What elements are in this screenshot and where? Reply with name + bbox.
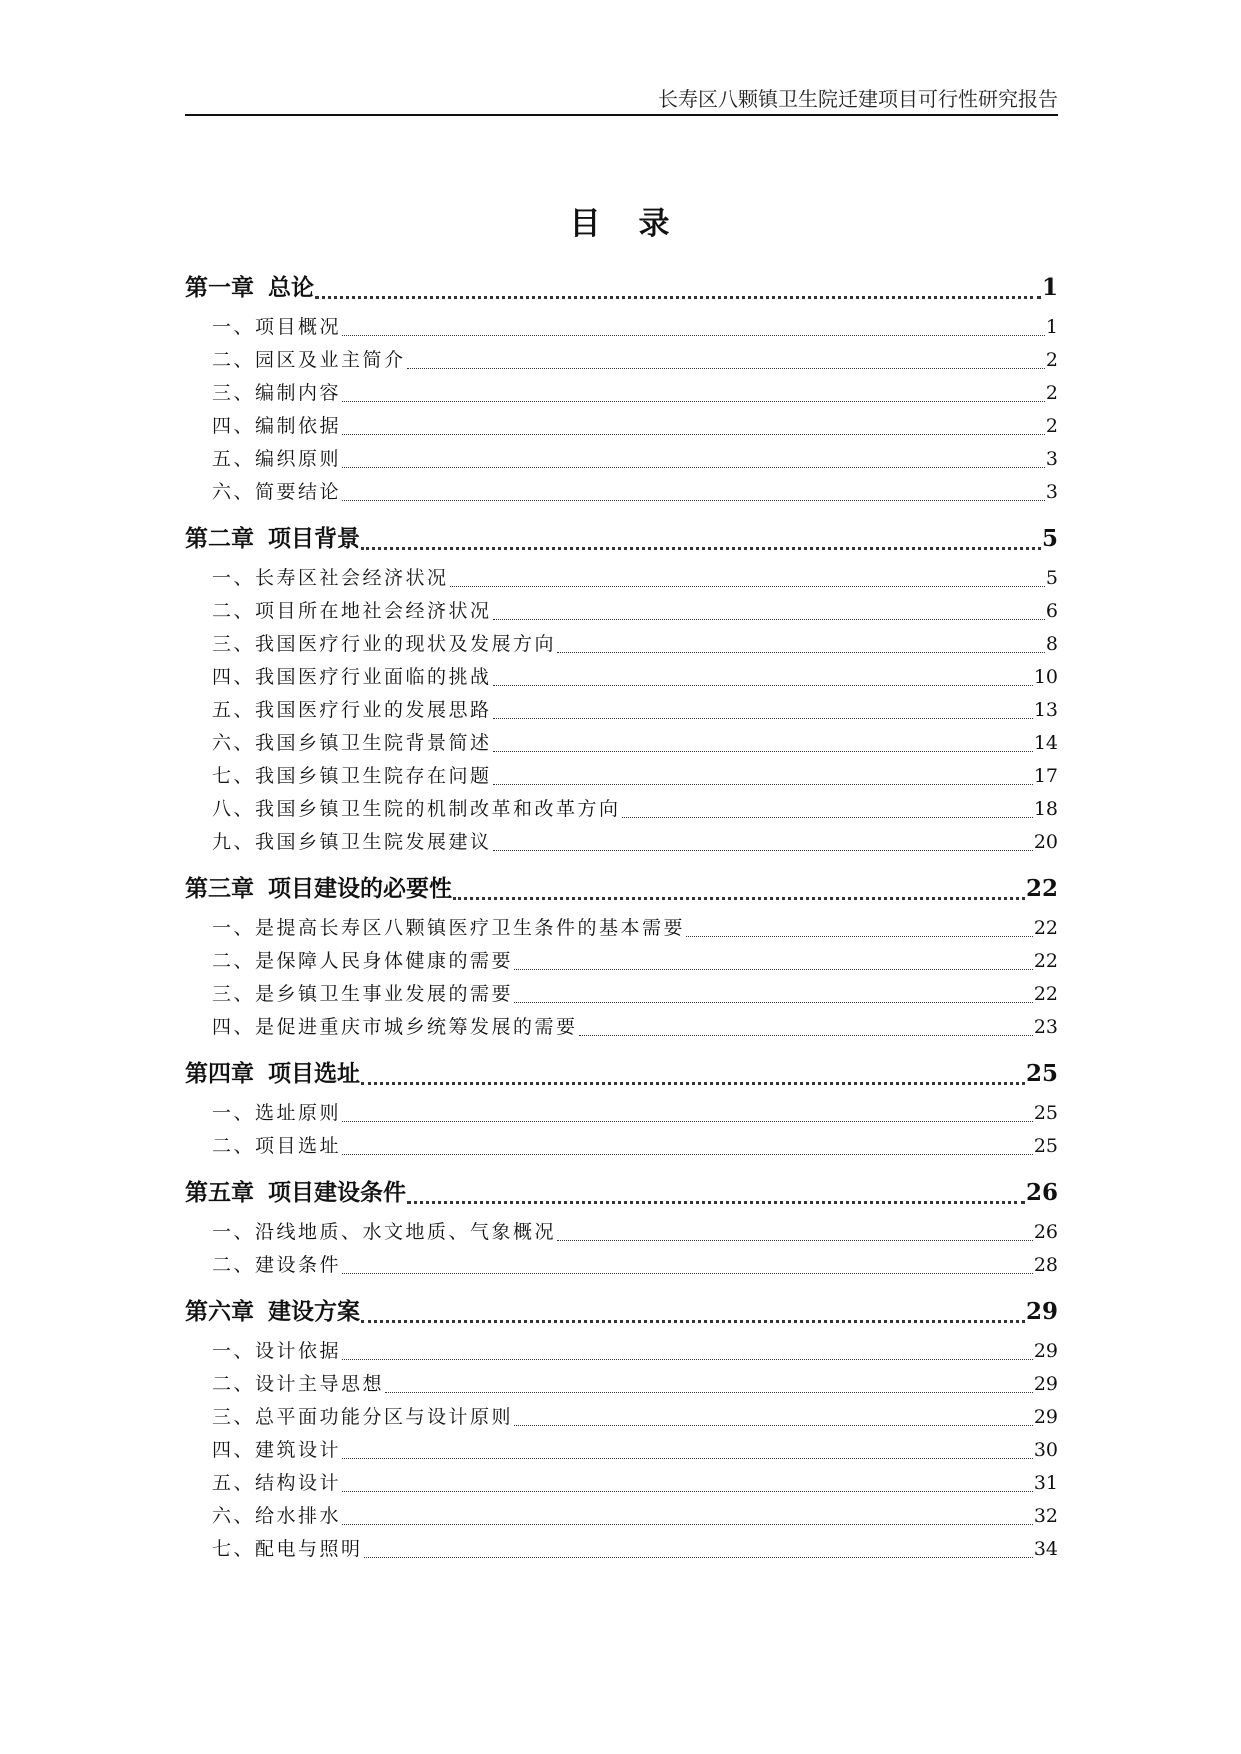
toc-item[interactable] [185,826,1058,859]
toc-item[interactable] [185,1533,1058,1566]
dot-leader [342,499,1045,501]
toc-item-page: 10 [1033,666,1058,688]
toc-item-label: 六、我国乡镇卫生院背景简述 [212,732,492,754]
chapter-title: 建设方案 [268,1298,360,1325]
dot-leader [342,1120,1033,1122]
dot-leader [342,1457,1033,1459]
chapter-title: 项目选址 [268,1060,360,1087]
toc-item-page: 25 [1033,1102,1058,1124]
toc-item-label: 一、设计依据 [212,1340,342,1362]
toc-item-page: 3 [1045,481,1058,503]
dot-leader [557,1239,1033,1241]
dot-leader [493,849,1033,851]
toc-chapter[interactable] [185,268,1058,308]
chapter-title: 项目建设的必要性 [268,875,452,902]
dot-leader [557,651,1045,653]
chapter-page-number: 22 [1025,875,1058,902]
dot-leader [315,295,1041,299]
dot-leader [342,1358,1033,1360]
toc-item[interactable] [185,1434,1058,1467]
toc-item-label: 二、建设条件 [212,1254,342,1276]
toc-item-label: 八、我国乡镇卫生院的机制改革和改革方向 [212,798,621,820]
toc-item[interactable] [185,628,1058,661]
toc-item[interactable] [185,443,1058,476]
toc-item[interactable] [185,1216,1058,1249]
toc-item[interactable] [185,344,1058,377]
chapter-page-number: 25 [1025,1060,1058,1087]
dot-leader [514,968,1033,970]
toc-item[interactable] [185,562,1058,595]
chapter-title: 项目建设条件 [268,1179,406,1206]
toc-item-label: 一、沿线地质、水文地质、气象概况 [212,1221,557,1243]
toc-item-page: 34 [1033,1538,1058,1560]
header-title: 长寿区八颗镇卫生院迁建项目可行性研究报告 [658,87,1058,111]
toc-item[interactable] [185,476,1058,509]
dot-leader [342,1523,1033,1525]
toc-item-page: 8 [1045,633,1058,655]
toc-item[interactable] [185,1368,1058,1401]
dot-leader [407,367,1045,369]
toc-item[interactable] [185,1401,1058,1434]
toc-chapter[interactable] [185,1292,1058,1332]
dot-leader [493,618,1045,620]
toc-item-label: 五、结构设计 [212,1472,342,1494]
toc-item-label: 一、长寿区社会经济状况 [212,567,449,589]
toc-item-page: 26 [1033,1221,1058,1243]
toc-item[interactable] [185,1011,1058,1044]
dot-leader [579,1034,1033,1036]
dot-leader [493,684,1033,686]
toc-chapter[interactable] [185,869,1058,909]
table-of-contents [185,268,1058,1566]
chapter-title: 项目背景 [268,525,360,552]
toc-item-page: 1 [1045,316,1058,338]
dot-leader [342,334,1045,336]
header-rule [185,114,1058,116]
toc-item-page: 22 [1033,950,1058,972]
toc-item-page: 29 [1033,1373,1058,1395]
toc-chapter[interactable] [185,519,1058,559]
dot-leader [622,816,1033,818]
dot-leader [361,1319,1025,1323]
toc-item[interactable] [185,793,1058,826]
toc-item-page: 25 [1033,1135,1058,1157]
toc-item-label: 二、项目所在地社会经济状况 [212,600,492,622]
toc-title [0,204,1241,244]
dot-leader [364,1556,1033,1558]
dot-leader [493,750,1033,752]
chapter-number: 第三章 [185,875,254,902]
dot-leader [385,1391,1033,1393]
toc-item-label: 一、是提高长寿区八颗镇医疗卫生条件的基本需要 [212,917,686,939]
dot-leader [342,466,1045,468]
toc-item-label: 四、是促进重庆市城乡统筹发展的需要 [212,1016,578,1038]
toc-item-page: 18 [1033,798,1058,820]
toc-item[interactable] [185,760,1058,793]
dot-leader [453,896,1025,900]
toc-item-label: 二、是保障人民身体健康的需要 [212,950,514,972]
toc-item-page: 31 [1033,1472,1058,1494]
toc-item[interactable] [185,1130,1058,1163]
toc-item-page: 29 [1033,1340,1058,1362]
toc-item-label: 九、我国乡镇卫生院发展建议 [212,831,492,853]
toc-item-page: 32 [1033,1505,1058,1527]
dot-leader [514,1424,1033,1426]
dot-leader [686,935,1033,937]
toc-chapter[interactable] [185,1054,1058,1094]
dot-leader [514,1001,1033,1003]
toc-item-page: 22 [1033,917,1058,939]
toc-item-page: 23 [1033,1016,1058,1038]
chapter-page-number: 5 [1041,525,1058,552]
dot-leader [493,717,1033,719]
toc-item[interactable] [185,945,1058,978]
dot-leader [407,1200,1025,1204]
toc-item-page: 2 [1045,349,1058,371]
toc-item[interactable] [185,1249,1058,1282]
toc-item-page: 30 [1033,1439,1058,1461]
toc-item-label: 四、编制依据 [212,415,342,437]
toc-item[interactable] [185,377,1058,410]
page-header [185,86,1058,112]
toc-item-label: 三、编制内容 [212,382,342,404]
toc-item-page: 13 [1033,699,1058,721]
toc-item-label: 五、我国医疗行业的发展思路 [212,699,492,721]
dot-leader [361,1081,1025,1085]
toc-item-label: 一、选址原则 [212,1102,342,1124]
toc-item[interactable] [185,912,1058,945]
toc-item-label: 六、给水排水 [212,1505,342,1527]
dot-leader [450,585,1045,587]
toc-title-char: 目 [569,206,603,242]
chapter-number: 第六章 [185,1298,254,1325]
toc-item[interactable] [185,661,1058,694]
toc-item-page: 3 [1045,448,1058,470]
dot-leader [342,400,1045,402]
toc-item[interactable] [185,727,1058,760]
toc-item-label: 七、配电与照明 [212,1538,363,1560]
chapter-page-number: 1 [1041,274,1058,301]
toc-item-label: 六、简要结论 [212,481,342,503]
chapter-title: 总论 [268,274,314,301]
chapter-number: 第四章 [185,1060,254,1087]
chapter-page-number: 29 [1025,1298,1058,1325]
toc-item-page: 28 [1033,1254,1058,1276]
toc-item-label: 二、项目选址 [212,1135,342,1157]
dot-leader [342,433,1045,435]
toc-item[interactable] [185,1335,1058,1368]
toc-item-label: 七、我国乡镇卫生院存在问题 [212,765,492,787]
toc-item-label: 一、项目概况 [212,316,342,338]
chapter-number: 第五章 [185,1179,254,1206]
toc-item-page: 14 [1033,732,1058,754]
toc-item-label: 三、总平面功能分区与设计原则 [212,1406,514,1428]
toc-item[interactable] [185,410,1058,443]
toc-item-page: 20 [1033,831,1058,853]
chapter-page-number: 26 [1025,1179,1058,1206]
chapter-number: 第二章 [185,525,254,552]
toc-item-page: 22 [1033,983,1058,1005]
toc-item-label: 二、园区及业主简介 [212,349,406,371]
toc-item-page: 6 [1045,600,1058,622]
toc-item-label: 四、我国医疗行业面临的挑战 [212,666,492,688]
dot-leader [361,546,1041,550]
toc-title-char: 录 [638,206,672,242]
toc-chapter[interactable] [185,1173,1058,1213]
dot-leader [342,1490,1033,1492]
toc-item-page: 29 [1033,1406,1058,1428]
toc-item[interactable] [185,1500,1058,1533]
chapter-number: 第一章 [185,274,254,301]
toc-item-label: 三、是乡镇卫生事业发展的需要 [212,983,514,1005]
toc-item-label: 四、建筑设计 [212,1439,342,1461]
toc-item[interactable] [185,1467,1058,1500]
toc-item[interactable] [185,311,1058,344]
toc-item-label: 三、我国医疗行业的现状及发展方向 [212,633,557,655]
dot-leader [342,1153,1033,1155]
toc-item-label: 二、设计主导思想 [212,1373,385,1395]
toc-item[interactable] [185,595,1058,628]
dot-leader [342,1272,1033,1274]
toc-item-page: 17 [1033,765,1058,787]
toc-item[interactable] [185,978,1058,1011]
toc-item-page: 5 [1045,567,1058,589]
toc-item-label: 五、编织原则 [212,448,342,470]
toc-item-page: 2 [1045,415,1058,437]
dot-leader [493,783,1033,785]
toc-item[interactable] [185,1097,1058,1130]
toc-item[interactable] [185,694,1058,727]
toc-item-page: 2 [1045,382,1058,404]
